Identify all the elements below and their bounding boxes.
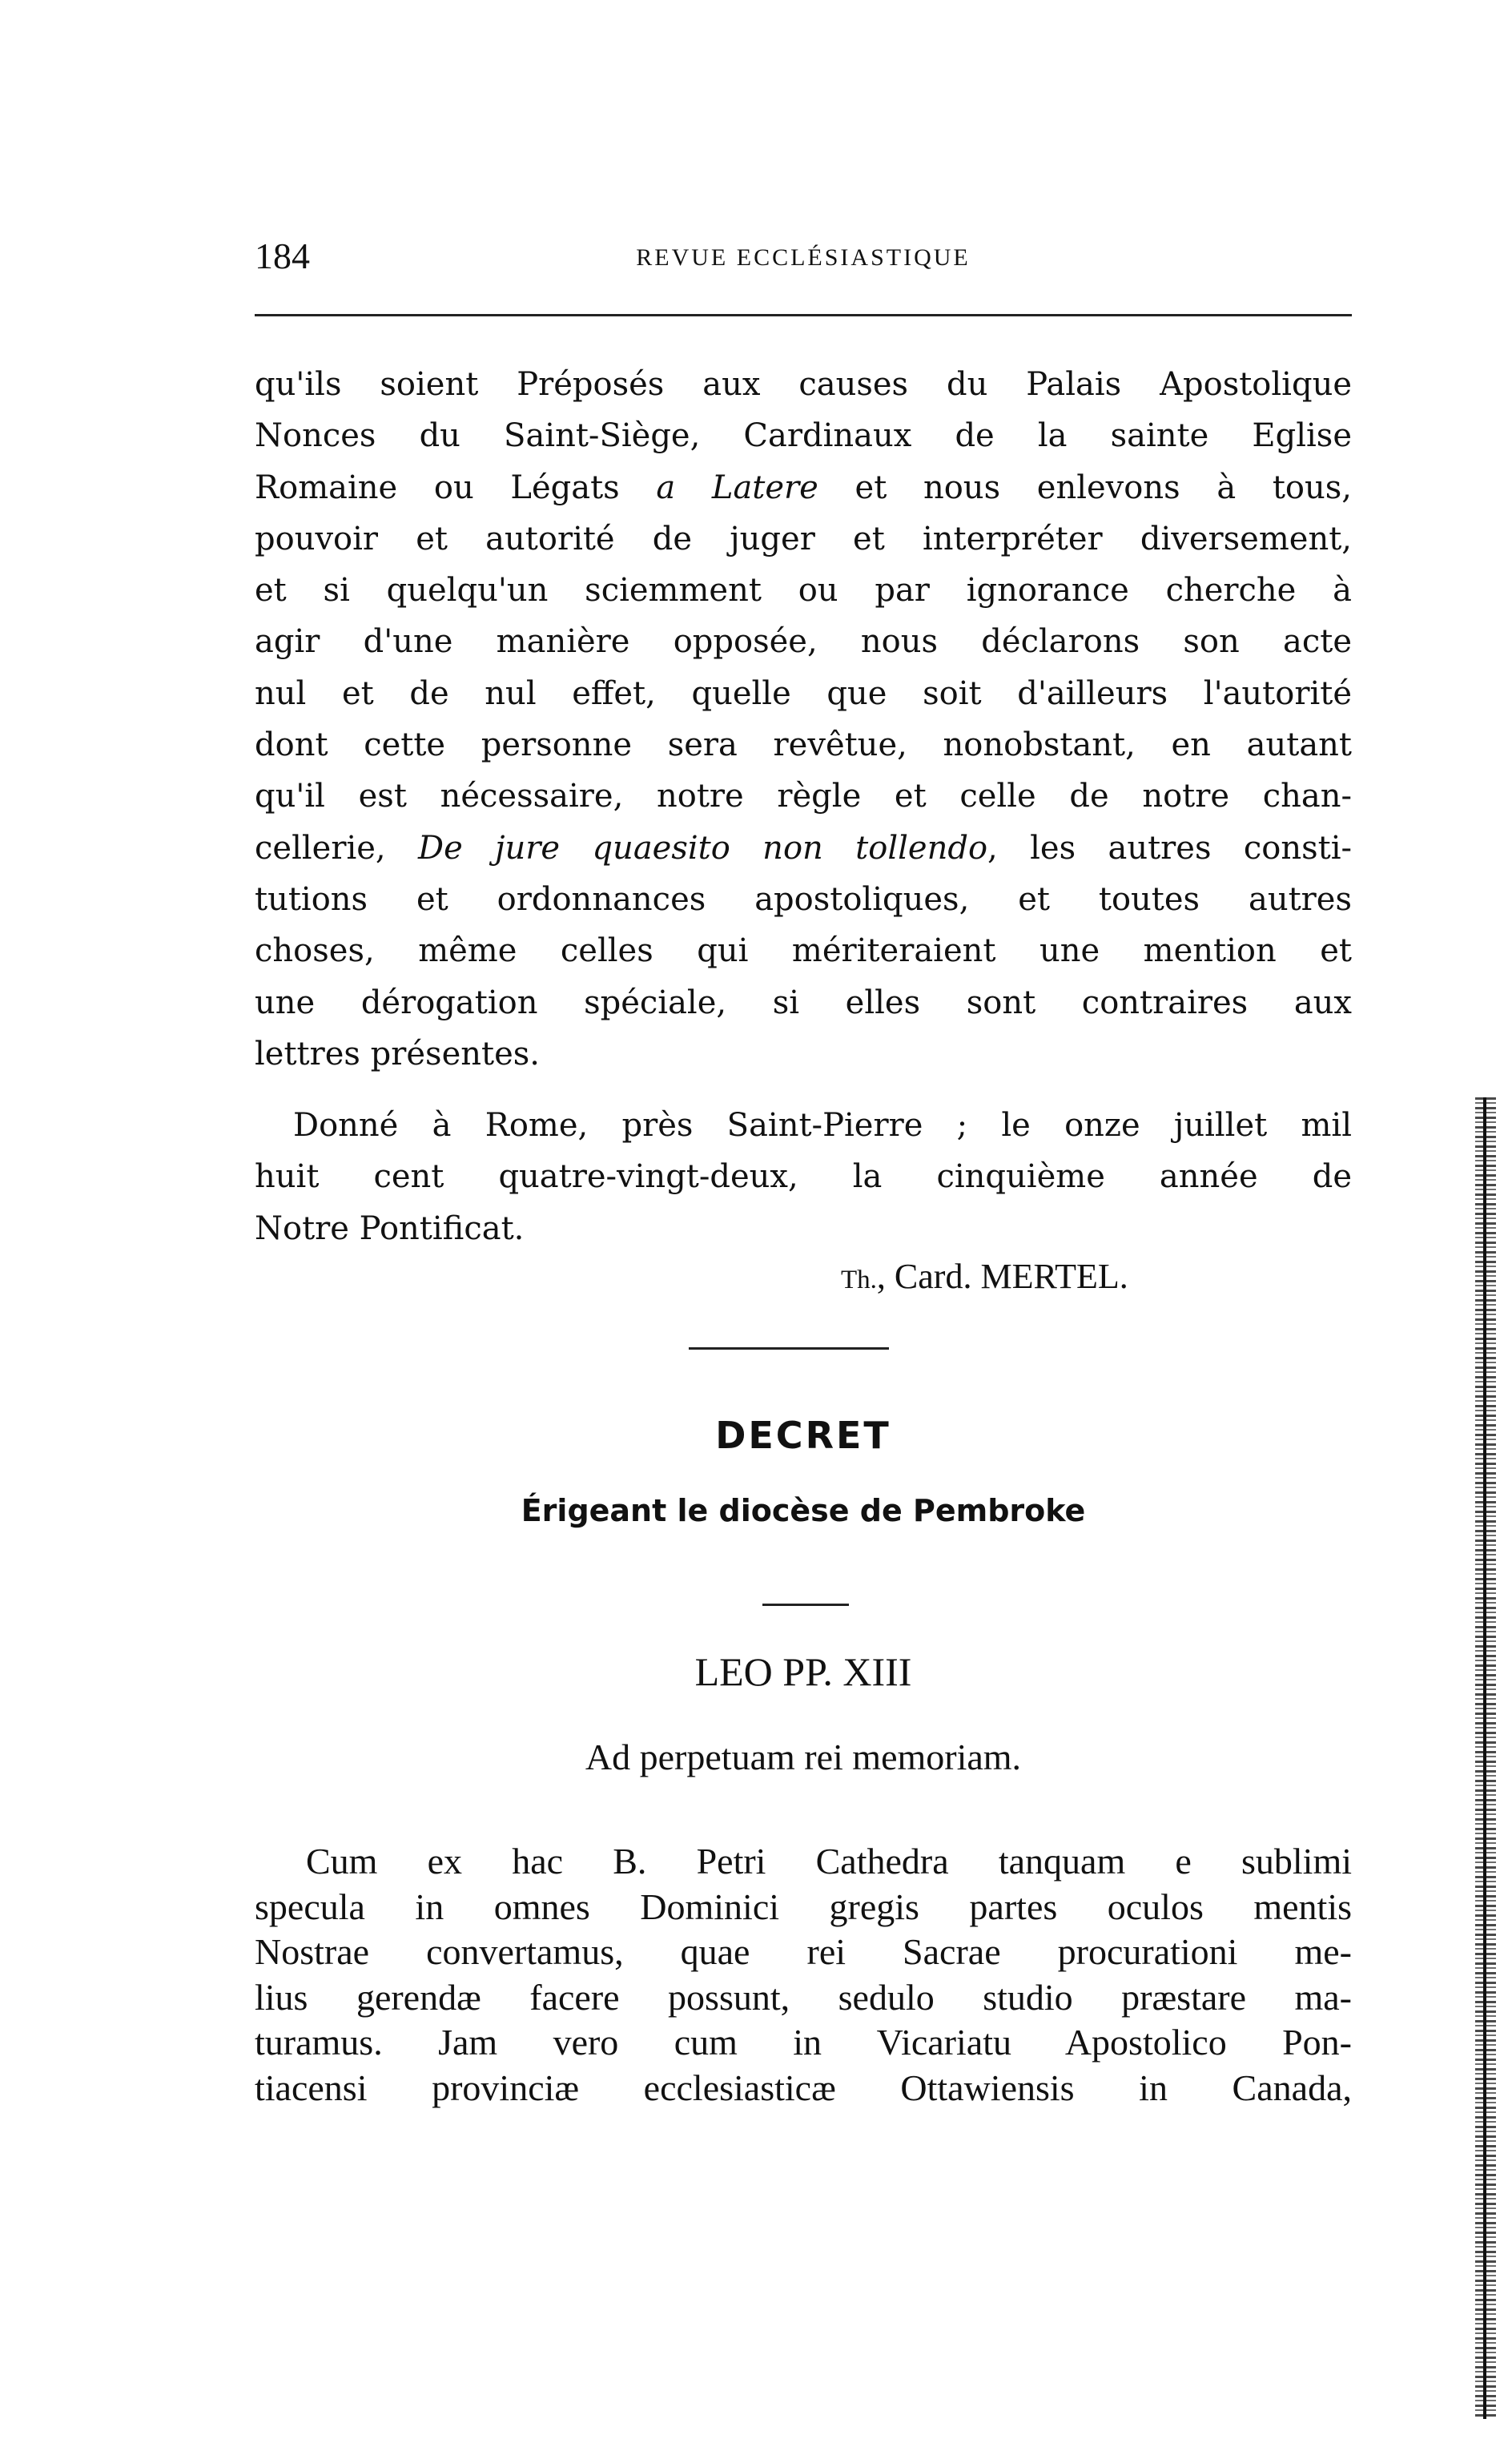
text-line: pouvoir et autorité de juger et interpréter diversement,	[255, 520, 1352, 557]
text-line: dont cette personne sera revêtue, nonobstant, en autant	[255, 726, 1352, 764]
text-fragment: et nous enlevons à tous,	[818, 469, 1353, 506]
page-header	[255, 232, 1352, 280]
text-line: et si quelqu'un sciemment ou par ignorance cherche à	[255, 572, 1352, 610]
short-divider	[762, 1604, 849, 1606]
text-line: lius gerendæ facere possunt, sedulo studio præstare ma-	[255, 1976, 1352, 2018]
text-line: tutions et ordonnances apostoliques, et toutes autres	[255, 880, 1352, 918]
italic-phrase-rule-title: De jure quaesito non tollendo	[418, 829, 988, 867]
text-line: choses, même celles qui mériteraient une mention et	[255, 932, 1352, 970]
text-line: nul et de nul effet, quelle que soit d'ailleurs l'autorité	[255, 674, 1352, 712]
text-line: lettres présentes.	[255, 1035, 540, 1073]
page-edge-line	[1483, 1097, 1486, 2419]
text-fragment: , les autres consti-	[987, 829, 1353, 867]
text-line: specula in omnes Dominici gregis partes oculos mentis	[255, 1886, 1352, 1927]
text-line: tiacensi provinciæ ecclesiasticæ Ottawiensis in Canada,	[255, 2067, 1352, 2108]
italic-phrase-a-latere: a Latere	[656, 469, 818, 506]
text-line: turamus. Jam vero cum in Vicariatu Apostolico Pon-	[255, 2022, 1352, 2063]
text-line: Donné à Rome, près Saint-Pierre ; le onze juillet mil	[293, 1107, 1352, 1144]
text-line: qu'ils soient Préposés aux causes du Palais Apostolique	[255, 366, 1352, 403]
text-line: Cum ex hac B. Petri Cathedra tanquam e sublimi	[306, 1841, 1352, 1882]
text-line: qu'il est nécessaire, notre règle et celle de notre chan-	[255, 778, 1352, 815]
section-divider	[689, 1347, 889, 1350]
page-number: 184	[255, 235, 310, 276]
text-line: huit cent quatre-vingt-deux, la cinquième année de	[255, 1158, 1352, 1196]
text-line: Notre Pontificat.	[255, 1209, 525, 1247]
text-fragment: Romaine ou Légats	[255, 469, 657, 506]
text-line: agir d'une manière opposée, nous déclarons son acte	[255, 623, 1352, 661]
text-line: une dérogation spéciale, si elles sont contraires aux	[255, 984, 1352, 1021]
section-title: DECRET	[715, 1414, 891, 1457]
signature-name: , Card. MERTEL.	[876, 1257, 1128, 1296]
text-line	[255, 462, 1352, 513]
text-line: Nostrae convertamus, quae rei Sacrae procurationi me-	[255, 1931, 1352, 1972]
signature-prefix: Th.	[841, 1266, 877, 1294]
text-line	[255, 823, 1352, 874]
text-fragment: cellerie,	[255, 829, 419, 867]
paragraph-continuation	[255, 359, 1352, 1080]
latin-paragraph	[255, 1839, 1352, 2111]
running-head: REVUE ECCLÉSIASTIQUE	[636, 244, 971, 271]
header-rule	[255, 314, 1352, 316]
pope-heading: LEO PP. XIII	[694, 1649, 912, 1694]
signature	[841, 1251, 1128, 1306]
formula-heading: Ad perpetuam rei memoriam.	[585, 1737, 1022, 1777]
dating-paragraph	[255, 1100, 1352, 1254]
section-subtitle: Érigeant le diocèse de Pembroke	[521, 1493, 1086, 1528]
text-line: Nonces du Saint-Siège, Cardinaux de la sainte Eglise	[255, 417, 1352, 455]
